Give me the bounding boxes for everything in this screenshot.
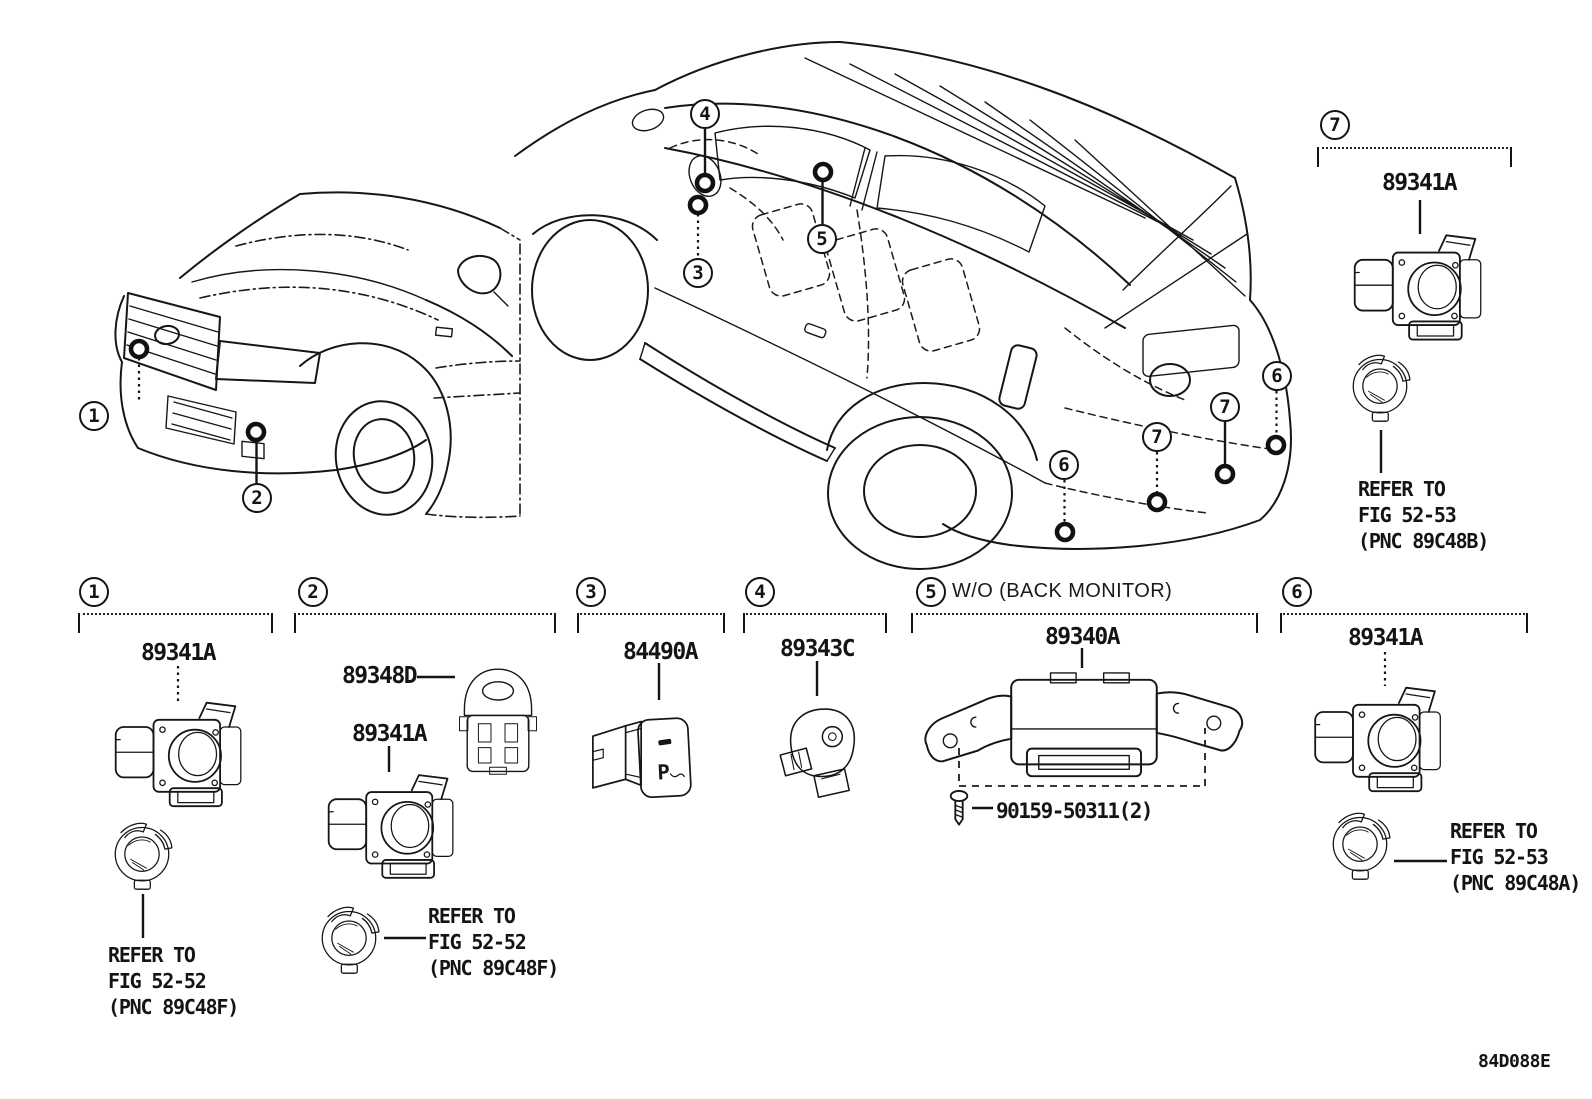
group-6-callout[interactable]: 6 — [1282, 577, 1312, 607]
group-5-condition-note: W/O (BACK MONITOR) — [952, 580, 1173, 602]
ultrasonic-sensor-sketch-g6 — [1312, 685, 1448, 793]
retainer-ring-sketch-g6 — [1325, 810, 1395, 886]
ultrasonic-sensor-sketch-g1 — [113, 700, 248, 808]
group-5-callout[interactable]: 5 — [916, 577, 946, 607]
callout-1-front-bumper[interactable]: 1 — [79, 401, 109, 431]
group-1-callout[interactable]: 1 — [79, 577, 109, 607]
clearance-warning-ecu-sketch-g5 — [920, 668, 1246, 788]
callout-6-rear-bumper-left[interactable]: 6 — [1049, 450, 1079, 480]
refer-note-g2: REFER TO FIG 52-52 (PNC 89C48F) — [428, 904, 559, 980]
retainer-ring-sketch-g1 — [107, 820, 177, 896]
group-3-callout[interactable]: 3 — [576, 577, 606, 607]
group-7-callout[interactable]: 7 — [1320, 110, 1350, 140]
part-number-89341A-g6[interactable]: 89341A — [1347, 625, 1423, 651]
part-number-84490A-g3[interactable]: 84490A — [622, 639, 698, 665]
rear-vehicle-sketch — [505, 28, 1305, 576]
part-number-89340A-g5[interactable]: 89340A — [1044, 624, 1120, 650]
part-number-89341A-g7[interactable]: 89341A — [1381, 170, 1457, 196]
ultrasonic-sensor-sketch-g7 — [1352, 232, 1488, 342]
retainer-ring-sketch-g7 — [1345, 352, 1415, 428]
warning-buzzer-sketch-g4 — [771, 694, 863, 810]
refer-note-g7: REFER TO FIG 52-53 (PNC 89C48B) — [1358, 477, 1489, 553]
group-3-bracket — [577, 613, 725, 635]
refer-note-g6: REFER TO FIG 52-53 (PNC 89C48A) — [1450, 819, 1581, 895]
group-1-bracket — [78, 613, 273, 635]
front-vehicle-sketch — [96, 186, 526, 566]
part-number-90159-50311-g5[interactable]: 90159-50311(2) — [996, 799, 1153, 823]
part-number-89343C-g4[interactable]: 89343C — [779, 636, 855, 662]
callout-3-dash[interactable]: 3 — [683, 258, 713, 288]
callout-5-cabin[interactable]: 5 — [807, 224, 837, 254]
part-number-89341A-g1[interactable]: 89341A — [140, 640, 216, 666]
part-number-89341A-g2[interactable]: 89341A — [351, 721, 427, 747]
group-4-callout[interactable]: 4 — [745, 577, 775, 607]
figure-code: 84D088E — [1478, 1051, 1551, 1072]
retainer-ring-sketch-g2 — [314, 904, 384, 980]
group-4-bracket — [743, 613, 887, 635]
callout-4-dash[interactable]: 4 — [690, 99, 720, 129]
group-2-bracket — [294, 613, 556, 635]
callout-7-rear-bumper-right[interactable]: 7 — [1210, 392, 1240, 422]
callout-2-front-bumper[interactable]: 2 — [242, 483, 272, 513]
ultrasonic-sensor-sketch-g2 — [326, 772, 460, 880]
group-2-callout[interactable]: 2 — [298, 577, 328, 607]
refer-note-g1: REFER TO FIG 52-52 (PNC 89C48F) — [108, 943, 239, 1019]
part-number-89348D-g2[interactable]: 89348D — [341, 663, 417, 689]
mounting-clip-sketch-g2 — [456, 645, 540, 797]
callout-6-rear-bumper-right[interactable]: 6 — [1262, 361, 1292, 391]
group-7-bracket — [1317, 147, 1512, 169]
sonar-switch-sketch-g3 — [586, 700, 698, 812]
mounting-screw-sketch-g5 — [947, 788, 971, 828]
callout-7-rear-bumper-left[interactable]: 7 — [1142, 422, 1172, 452]
